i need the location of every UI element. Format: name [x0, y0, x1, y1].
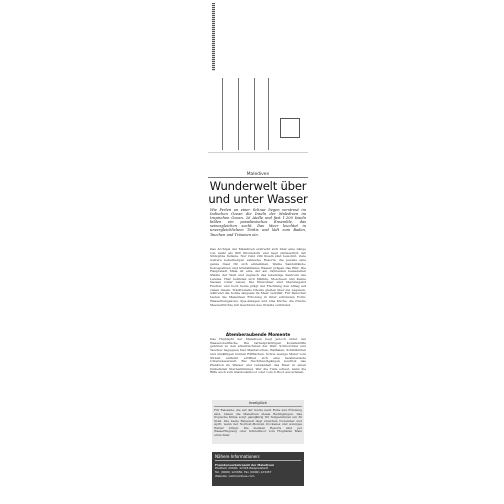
article-lead: Wie Perlen an einer Schnur liegen verstreut im Indischen Ozean die Inseln der Malediven im tropischen Ozean. 26 Atolle und fast 1.200 Inseln bilden ein paradiesisches Ensemble, das seinesgleichen sucht. Das Meer leuchtet in unvergleichlichem Türkis und lädt zum Baden, Tauchen und Träumen ein. — [210, 208, 306, 237]
postcard-back — [208, 0, 308, 153]
sidebar-text: Für Reisende, die auf der Suche nach Ruhe und Erholung sind, bieten die Malediven ideale Bedingungen. Das tropische Klima sorgt ganzjährig für Temperaturen um 30 Grad. Die beste Reisezeit liegt zwischen November und April, wenn der Nordost-Monsun trockenes und sonniges Wetter bringt. Die meisten Resorts sind per Wasserflugzeug oder Schnellboot vom Flughafen Malé erreichbar. — [214, 409, 302, 437]
article-body-1: Das Archipel der Malediven erstreckt sich über eine Länge von mehr als 800 Kilometern und liegt südwestlich der Südspitze Indiens. Nur rund 200 Inseln sind bewohnt, viele weitere beherbergen exklusive Resorts, die jeweils eine ganze Insel für sich einnehmen. Weiße Sandstrände, Kokospalmen und kristallklares Wasser prägen das Bild. Die Hauptstadt Malé ist eine der am dichtesten besiedelten Städte der Welt und zugleich das lebendige Zentrum des Landes. Hier befinden sich Märkte, Moscheen und kleine Gassen voller Leben. Die Einwohner sind überwiegend Fischer, und noch heute prägt der Fischfang den Alltag auf vielen Inseln. Traditionelle Dhonis gleiten über die Lagunen, während die Sonne langsam im Meer versinkt. Für Besucher bieten die Malediven Erholung in ihrer schönsten Form: Wasserbungalows, Spa-Anlagen und eine Küche, die frische Meeresfrüchte mit Gewürzen des Orients verbindet. — [210, 248, 306, 307]
contact-org: Fremdenverkehrsamt der Malediven — [215, 462, 275, 467]
article-headline: Wunderwelt über und unter Wasser — [208, 179, 308, 206]
address-line — [254, 78, 255, 150]
contact-phone: Tel. (0000) 123456, Fax (0000) 123457 — [215, 469, 272, 474]
stamp-box — [280, 118, 300, 138]
info-sidebar — [212, 400, 304, 444]
imprint-vertical-text — [212, 3, 215, 71]
contact-title: Nähere Informationen: — [215, 454, 301, 461]
address-line — [268, 78, 269, 150]
postcard-strip — [208, 0, 308, 504]
postcard-front — [208, 152, 308, 504]
address-line — [238, 78, 239, 150]
article-body-2: Das Highlight der Malediven liegt jedoch unter der Wasseroberfläche. Die farbenprächtigen Korallenriffe gehören zu den artenreichsten der Welt. Schnorchler und Taucher begegnen hier Mantarochen, Walhaien, Schildkröten und unzähligen bunten Rifffischen. Schon wenige Meter vom Strand entfernt eröffnet sich eine faszinierende Unterwasserwelt. Bei Nachttauchgängen leuchtet das Plankton im Wasser und verwandelt das Meer in einen funkelnden Sternenhimmel. Wer die Tiefe scheut, kann die Riffe auch vom Glasbodenboot oder vom U-Boot aus erleben. — [210, 338, 306, 375]
article-kicker: Malediven — [208, 172, 308, 178]
article-subhead: Atemberaubende Momente — [225, 332, 291, 337]
contact-box — [212, 452, 304, 486]
contact-web: Website: visitmaldives.com — [215, 473, 255, 478]
contact-street: Postfach 20040, 12345 Beispielstadt — [215, 466, 268, 471]
sidebar-title: Inselglück — [214, 401, 302, 407]
address-line — [222, 78, 223, 150]
